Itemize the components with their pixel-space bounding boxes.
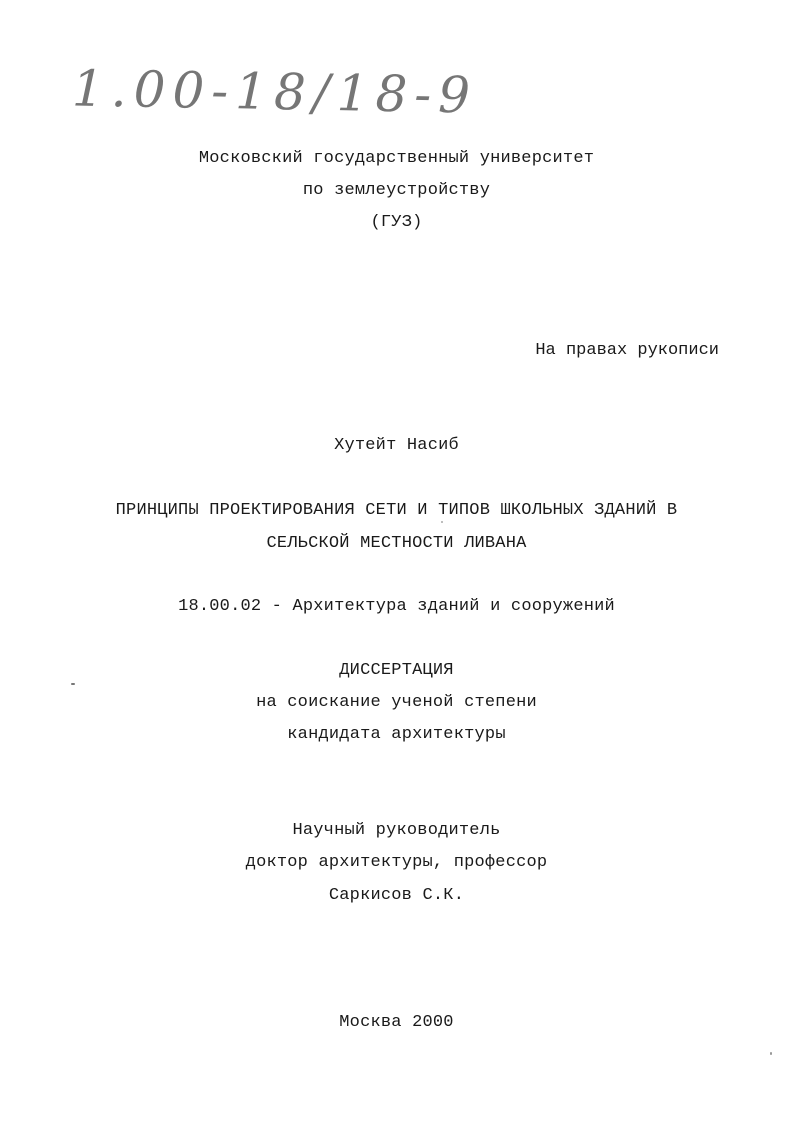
document-type: ДИССЕРТАЦИЯ (339, 661, 454, 680)
degree-name: кандидата архитектуры (287, 725, 506, 744)
dissertation-title-line-2: СЕЛЬСКОЙ МЕСТНОСТИ ЛИВАНА (266, 534, 527, 553)
advisor-label: Научный руководитель (292, 821, 501, 840)
specialty-code: 18.00.02 - Архитектура зданий и сооружений (178, 597, 615, 616)
scan-speck (770, 1052, 772, 1055)
degree-purpose: на соискание ученой степени (256, 693, 537, 712)
author-name: Хутейт Насиб (334, 436, 459, 455)
institution-abbreviation: (ГУЗ) (370, 213, 423, 232)
scan-speck (441, 521, 443, 523)
manuscript-rights-note: На правах рукописи (535, 341, 719, 360)
advisor-name: Саркисов С.К. (328, 886, 465, 905)
dissertation-title-line-1: ПРИНЦИПЫ ПРОЕКТИРОВАНИЯ СЕТИ И ТИПОВ ШКОЛЬНЫХ ЗДАНИЙ В (115, 501, 678, 520)
city-year: Москва 2000 (339, 1013, 454, 1032)
institution-line-1: Московский государственный университет (198, 149, 595, 168)
advisor-position: доктор архитектуры, профессор (245, 853, 548, 872)
scan-speck (71, 683, 75, 685)
handwritten-archive-number: 1.00-18/18-9 (71, 59, 478, 125)
institution-line-2: по землеустройству (302, 181, 491, 200)
